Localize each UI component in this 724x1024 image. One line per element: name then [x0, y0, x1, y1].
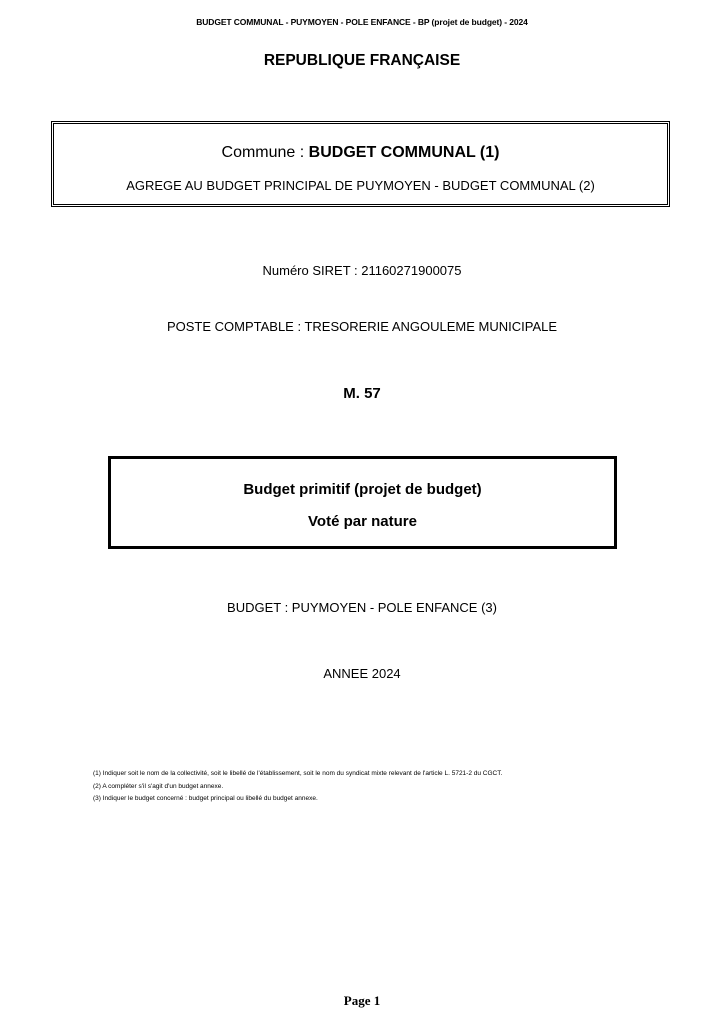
footnote: (3) Indiquer le budget concerné : budget principal ou libellé du budget annexe.	[93, 795, 318, 802]
vote-mode: Voté par nature	[308, 513, 417, 530]
page-number: Page 1	[343, 993, 381, 1008]
running-header: BUDGET COMMUNAL - PUYMOYEN - POLE ENFANCE - BP (projet de budget) - 2024	[196, 17, 528, 27]
commune-line	[54, 144, 667, 162]
footnote: (1) Indiquer soit le nom de la collectivité, soit le libellé de l'établissement, soit le nom du syndicat mixte relevant de l'article L. 5721-2 du CGCT.	[93, 770, 503, 777]
budget-type-box	[108, 456, 617, 549]
footnote: (2) A compléter s'il s'agit d'un budget annexe.	[93, 782, 224, 790]
budget-name: BUDGET : PUYMOYEN - POLE ENFANCE (3)	[227, 600, 497, 615]
budget-type: Budget primitif (projet de budget)	[243, 481, 482, 498]
commune-name: BUDGET COMMUNAL (1)	[308, 144, 500, 161]
republique-title: REPUBLIQUE FRANÇAISE	[263, 52, 461, 69]
commune-label: Commune	[221, 144, 296, 161]
poste-comptable: POSTE COMPTABLE : TRESORERIE ANGOULEME MUNICIPALE	[166, 319, 558, 334]
siret-number: Numéro SIRET : 21160271900075	[262, 263, 462, 278]
commune-box	[51, 121, 670, 207]
footnotes	[93, 768, 502, 806]
commune-aggregation: AGREGE AU BUDGET PRINCIPAL DE PUYMOYEN - BUDGET COMMUNAL (2)	[126, 178, 595, 193]
nomenclature: M. 57	[343, 385, 381, 402]
budget-year: ANNEE 2024	[323, 666, 401, 681]
commune-separator: :	[295, 144, 309, 161]
